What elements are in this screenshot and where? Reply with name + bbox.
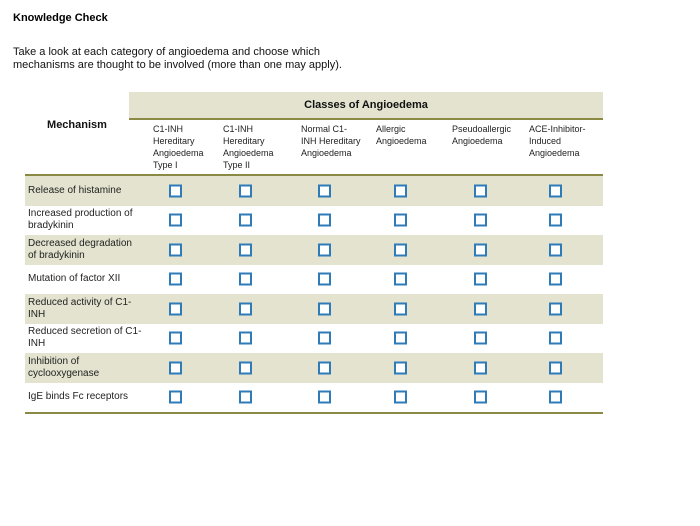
checkbox[interactable] <box>169 332 182 345</box>
checkbox[interactable] <box>169 214 182 227</box>
checkbox[interactable] <box>474 302 487 315</box>
checkbox[interactable] <box>169 184 182 197</box>
checkbox[interactable] <box>394 361 407 374</box>
table-row <box>25 294 603 324</box>
table-row <box>25 324 603 354</box>
checkbox[interactable] <box>474 361 487 374</box>
checkbox[interactable] <box>394 184 407 197</box>
checkbox[interactable] <box>474 243 487 256</box>
mechanism-label: Reduced activity of C1-INH <box>28 296 132 320</box>
checkbox[interactable] <box>549 361 562 374</box>
instructions-text: Take a look at each category of angioedema and choose which mechanisms are thought to be involved (more than one may apply). <box>13 46 342 71</box>
checkbox[interactable] <box>239 184 252 197</box>
table-row <box>25 383 603 413</box>
column-header: Normal C1-INH Hereditary Angioedema <box>301 124 361 158</box>
table-row <box>25 353 603 383</box>
checkbox[interactable] <box>318 391 331 404</box>
checkbox[interactable] <box>394 302 407 315</box>
checkbox[interactable] <box>474 184 487 197</box>
checkbox[interactable] <box>549 332 562 345</box>
table-row <box>25 176 603 206</box>
checkbox[interactable] <box>169 243 182 256</box>
checkbox[interactable] <box>394 391 407 404</box>
mechanism-header: Mechanism <box>47 119 107 131</box>
mechanism-label: IgE binds Fc receptors <box>28 391 129 403</box>
mechanism-label: Mutation of factor XII <box>28 273 121 285</box>
mechanism-label: Release of histamine <box>28 184 122 196</box>
checkbox[interactable] <box>394 243 407 256</box>
checkbox[interactable] <box>394 214 407 227</box>
checkbox[interactable] <box>549 302 562 315</box>
checkbox[interactable] <box>318 273 331 286</box>
column-header: Allergic Angioedema <box>376 124 427 146</box>
checkbox[interactable] <box>474 391 487 404</box>
checkbox[interactable] <box>549 243 562 256</box>
column-header: C1-INH Hereditary Angioedema Type I <box>153 124 204 170</box>
checkbox[interactable] <box>169 391 182 404</box>
checkbox[interactable] <box>169 361 182 374</box>
checkbox[interactable] <box>394 273 407 286</box>
checkbox[interactable] <box>318 243 331 256</box>
checkbox[interactable] <box>239 361 252 374</box>
checkbox[interactable] <box>239 214 252 227</box>
column-header: C1-INH Hereditary Angioedema Type II <box>223 124 274 170</box>
checkbox[interactable] <box>239 332 252 345</box>
checkbox[interactable] <box>318 184 331 197</box>
checkbox[interactable] <box>318 332 331 345</box>
checkbox[interactable] <box>239 243 252 256</box>
classes-header: Classes of Angioedema <box>129 92 603 120</box>
mechanism-label: Inhibition of cyclooxygenase <box>28 355 100 379</box>
checkbox[interactable] <box>474 273 487 286</box>
checkbox[interactable] <box>474 332 487 345</box>
checkbox[interactable] <box>318 302 331 315</box>
checkbox[interactable] <box>394 332 407 345</box>
checkbox[interactable] <box>549 214 562 227</box>
mechanism-rows <box>25 174 603 414</box>
mechanism-label: Decreased degradation of bradykinin <box>28 237 132 261</box>
checkbox[interactable] <box>549 184 562 197</box>
mechanism-label: Increased production of bradykinin <box>28 208 133 232</box>
checkbox[interactable] <box>169 302 182 315</box>
column-header: Pseudoallergic Angioedema <box>452 124 512 146</box>
checkbox[interactable] <box>549 273 562 286</box>
checkbox[interactable] <box>549 391 562 404</box>
checkbox[interactable] <box>239 391 252 404</box>
mechanism-label: Reduced secretion of C1-INH <box>28 326 142 350</box>
page-title: Knowledge Check <box>13 12 108 24</box>
checkbox[interactable] <box>474 214 487 227</box>
table-row <box>25 206 603 236</box>
column-header: ACE-Inhibitor-Induced Angioedema <box>529 124 586 158</box>
checkbox[interactable] <box>318 361 331 374</box>
checkbox[interactable] <box>169 273 182 286</box>
table-row <box>25 235 603 265</box>
checkbox[interactable] <box>318 214 331 227</box>
table-row <box>25 265 603 295</box>
checkbox[interactable] <box>239 273 252 286</box>
checkbox[interactable] <box>239 302 252 315</box>
